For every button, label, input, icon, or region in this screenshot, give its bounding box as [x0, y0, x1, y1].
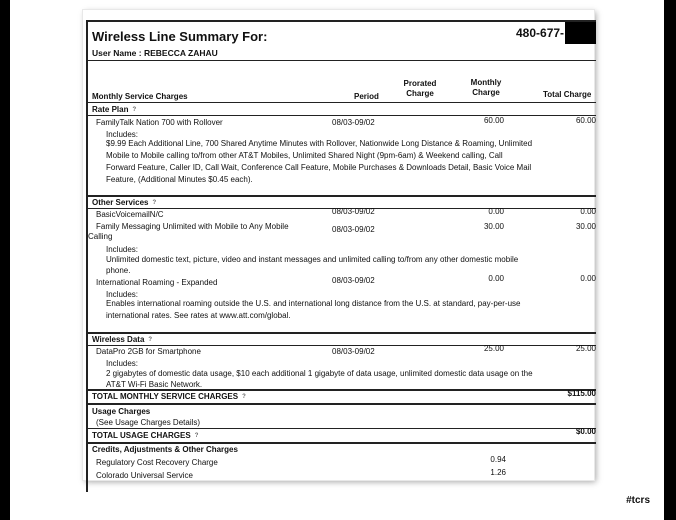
service-name: BasicVoicemailN/C: [96, 210, 164, 219]
section-divider: [88, 195, 596, 197]
help-icon: ?: [152, 200, 157, 206]
divider: [88, 60, 596, 61]
section-divider: [88, 389, 596, 391]
credit-item-value: 0.94: [490, 455, 506, 464]
credit-item-name: Colorado Universal Service: [96, 471, 193, 480]
service-monthly: 0.00: [488, 207, 504, 216]
document-sheet: [10, 0, 664, 520]
rate-plan-desc-line: $9.99 Each Additional Line, 700 Shared Anytime Minutes with Rollover, Nationwide Long Distance & Roaming, Unlimited: [106, 139, 533, 148]
service-period: 08/03-09/02: [332, 276, 375, 285]
rate-plan-desc-line: Mobile to Mobile calling to/from other AT&T Mobiles, Unlimited Shared Night (9pm-6am) & Weekend calling, Call: [106, 151, 503, 160]
service-total: 30.00: [575, 222, 596, 231]
rate-plan-heading: Rate Plan ?: [92, 105, 137, 114]
service-desc-line: Enables international roaming outside the U.S. and international long distance from the U.S. at standard, pay-per-use: [106, 299, 521, 308]
total-monthly-label: TOTAL MONTHLY SERVICE CHARGES ?: [92, 392, 246, 401]
service-includes: Includes:: [106, 290, 139, 299]
data-plan-includes: Includes:: [106, 359, 139, 368]
section-divider: [88, 403, 596, 405]
data-plan-desc-line: AT&T Wi-Fi Basic Network.: [106, 380, 203, 389]
service-monthly: 0.00: [488, 274, 504, 283]
help-icon: ?: [242, 394, 246, 400]
user-name: User Name : REBECCA ZAHAU: [92, 48, 218, 58]
usage-charges-heading: Usage Charges: [92, 407, 151, 416]
credits-heading: Credits, Adjustments & Other Charges: [92, 445, 238, 454]
bill-page: [83, 10, 594, 480]
column-monthly-2: Charge: [472, 88, 500, 97]
divider: [88, 428, 596, 429]
rate-plan-period: 08/03-09/02: [332, 118, 375, 127]
data-plan-name: DataPro 2GB for Smartphone: [96, 347, 201, 356]
other-services-heading: Other Services ?: [92, 198, 157, 207]
divider: [88, 115, 596, 116]
column-monthly-1: Monthly: [470, 78, 502, 87]
total-monthly-value: $115.00: [567, 389, 596, 398]
bill-frame: [86, 20, 596, 492]
rate-plan-name: FamilyTalk Nation 700 with Rollover: [96, 118, 223, 127]
service-desc-line: Unlimited domestic text, picture, video and instant messages and unlimited calling to/from any other domestic mobile: [106, 255, 519, 264]
data-plan-monthly: 25.00: [483, 344, 504, 353]
service-includes: Includes:: [106, 245, 139, 254]
service-period: 08/03-09/02: [332, 207, 375, 216]
service-desc-line: phone.: [106, 266, 131, 275]
help-icon: ?: [132, 107, 137, 113]
service-total: 0.00: [580, 274, 596, 283]
section-divider: [88, 332, 596, 334]
credit-item-name: Regulatory Cost Recovery Charge: [96, 458, 218, 467]
phone-number: 480-677-: [516, 26, 565, 40]
rate-plan-includes: Includes:: [106, 130, 139, 139]
credit-item-value: 1.26: [490, 468, 506, 477]
section-heading-monthly-service: Monthly Service Charges: [92, 92, 188, 101]
total-usage-value: $0.00: [575, 427, 596, 436]
service-monthly: 30.00: [483, 222, 504, 231]
service-name: International Roaming - Expanded: [96, 278, 218, 287]
column-prorated-1: Prorated: [403, 79, 437, 88]
data-plan-desc-line: 2 gigabytes of domestic data usage, $10 each additional 1 gigabyte of data usage, unlimited domestic data usage on the: [106, 369, 533, 378]
divider: [88, 102, 596, 103]
usage-charges-note: (See Usage Charges Details): [96, 418, 201, 427]
help-icon: ?: [194, 433, 199, 439]
data-plan-period: 08/03-09/02: [332, 347, 375, 356]
help-icon: ?: [148, 337, 153, 343]
summary-title: Wireless Line Summary For:: [92, 29, 268, 44]
data-plan-total: 25.00: [575, 344, 596, 353]
divider: [88, 345, 596, 346]
total-usage-label: TOTAL USAGE CHARGES ?: [92, 431, 199, 440]
rate-plan-desc-line: Feature, (Additional Minutes $0.45 each).: [106, 175, 253, 184]
rate-plan-total: 60.00: [575, 116, 596, 125]
column-period: Period: [354, 92, 379, 101]
service-period: 08/03-09/02: [332, 225, 375, 234]
section-divider: [88, 442, 596, 444]
service-total: 0.00: [580, 207, 596, 216]
service-desc-line: international rates. See rates at www.att.com/global.: [106, 311, 291, 320]
service-name-cont: Calling: [88, 232, 113, 241]
column-total-charge: Total Charge: [543, 90, 592, 99]
rate-plan-desc-line: Forward Feature, Caller ID, Call Wait, Conference Call Feature, Mobile Purchases & Downloads Detail, Basic Voice Mail: [106, 163, 532, 172]
column-prorated-2: Charge: [406, 89, 434, 98]
rate-plan-monthly: 60.00: [483, 116, 504, 125]
wireless-data-heading: Wireless Data ?: [92, 335, 153, 344]
service-name: Family Messaging Unlimited with Mobile to Any Mobile: [96, 222, 289, 231]
watermark-tag: #tcrs: [626, 495, 650, 506]
redaction-bar: [565, 22, 596, 44]
